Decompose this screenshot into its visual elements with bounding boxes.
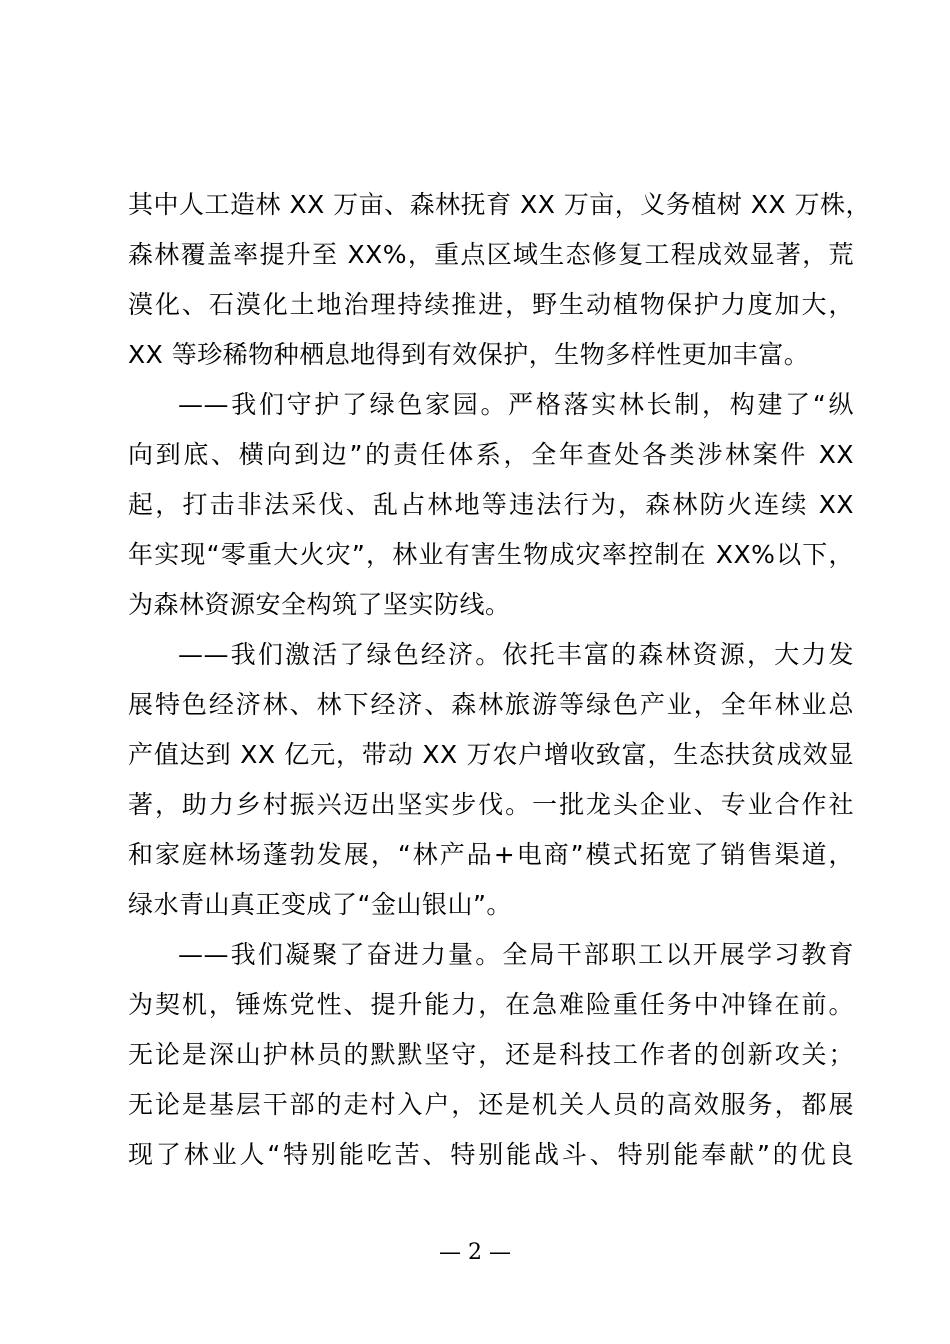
paragraph-green-home	[128, 380, 854, 630]
paragraph-green-economy	[128, 630, 854, 930]
text-line: 为契机，锤炼党性、提升能力，在急难险重任务中冲锋在前。	[128, 990, 854, 1019]
text-line: 漠化、石漠化土地治理持续推进，野生动植物保护力度加大，	[128, 290, 854, 319]
document-body	[128, 180, 871, 1180]
text-line: 和家庭林场蓬勃发展，“林产品+电商”模式拓宽了销售渠道，	[128, 840, 854, 869]
text-line: 著，助力乡村振兴迈出坚实步伐。一批龙头企业、专业合作社	[128, 790, 854, 819]
text-line: 年实现“零重大火灾”，林业有害生物成灾率控制在 XX%以下，	[128, 540, 854, 569]
text-line: ——我们守护了绿色家园。严格落实林长制，构建了“纵	[178, 390, 854, 419]
text-line: XX 等珍稀物种栖息地得到有效保护，生物多样性更加丰富。	[128, 340, 810, 369]
text-line: 绿水青山真正变成了“金山银山”。	[128, 890, 512, 919]
paragraph-strength	[128, 930, 854, 1180]
page-number: — 2 —	[439, 1240, 511, 1265]
text-line: 向到底、横向到边”的责任体系，全年查处各类涉林案件 XX	[128, 440, 854, 469]
text-line: 展特色经济林、林下经济、森林旅游等绿色产业，全年林业总	[128, 690, 854, 719]
paragraph-ecology-results	[128, 180, 871, 380]
text-line: 森林覆盖率提升至 XX%，重点区域生态修复工程成效显著，荒	[128, 240, 854, 269]
text-line: 无论是深山护林员的默默坚守，还是科技工作者的创新攻关；	[128, 1040, 854, 1069]
text-line: 现了林业人“特别能吃苦、特别能战斗、特别能奉献”的优良	[128, 1140, 854, 1169]
text-line: 无论是基层干部的走村入户，还是机关人员的高效服务，都展	[128, 1090, 854, 1119]
text-line: 起，打击非法采伐、乱占林地等违法行为，森林防火连续 XX	[128, 490, 854, 519]
text-line: ——我们凝聚了奋进力量。全局干部职工以开展学习教育	[178, 940, 854, 969]
text-line: ——我们激活了绿色经济。依托丰富的森林资源，大力发	[178, 640, 854, 669]
text-line: 为森林资源安全构筑了坚实防线。	[128, 590, 511, 619]
text-line: 其中人工造林 XX 万亩、森林抚育 XX 万亩，义务植树 XX 万株，	[128, 190, 871, 219]
text-line: 产值达到 XX 亿元，带动 XX 万农户增收致富，生态扶贫成效显	[128, 740, 854, 769]
